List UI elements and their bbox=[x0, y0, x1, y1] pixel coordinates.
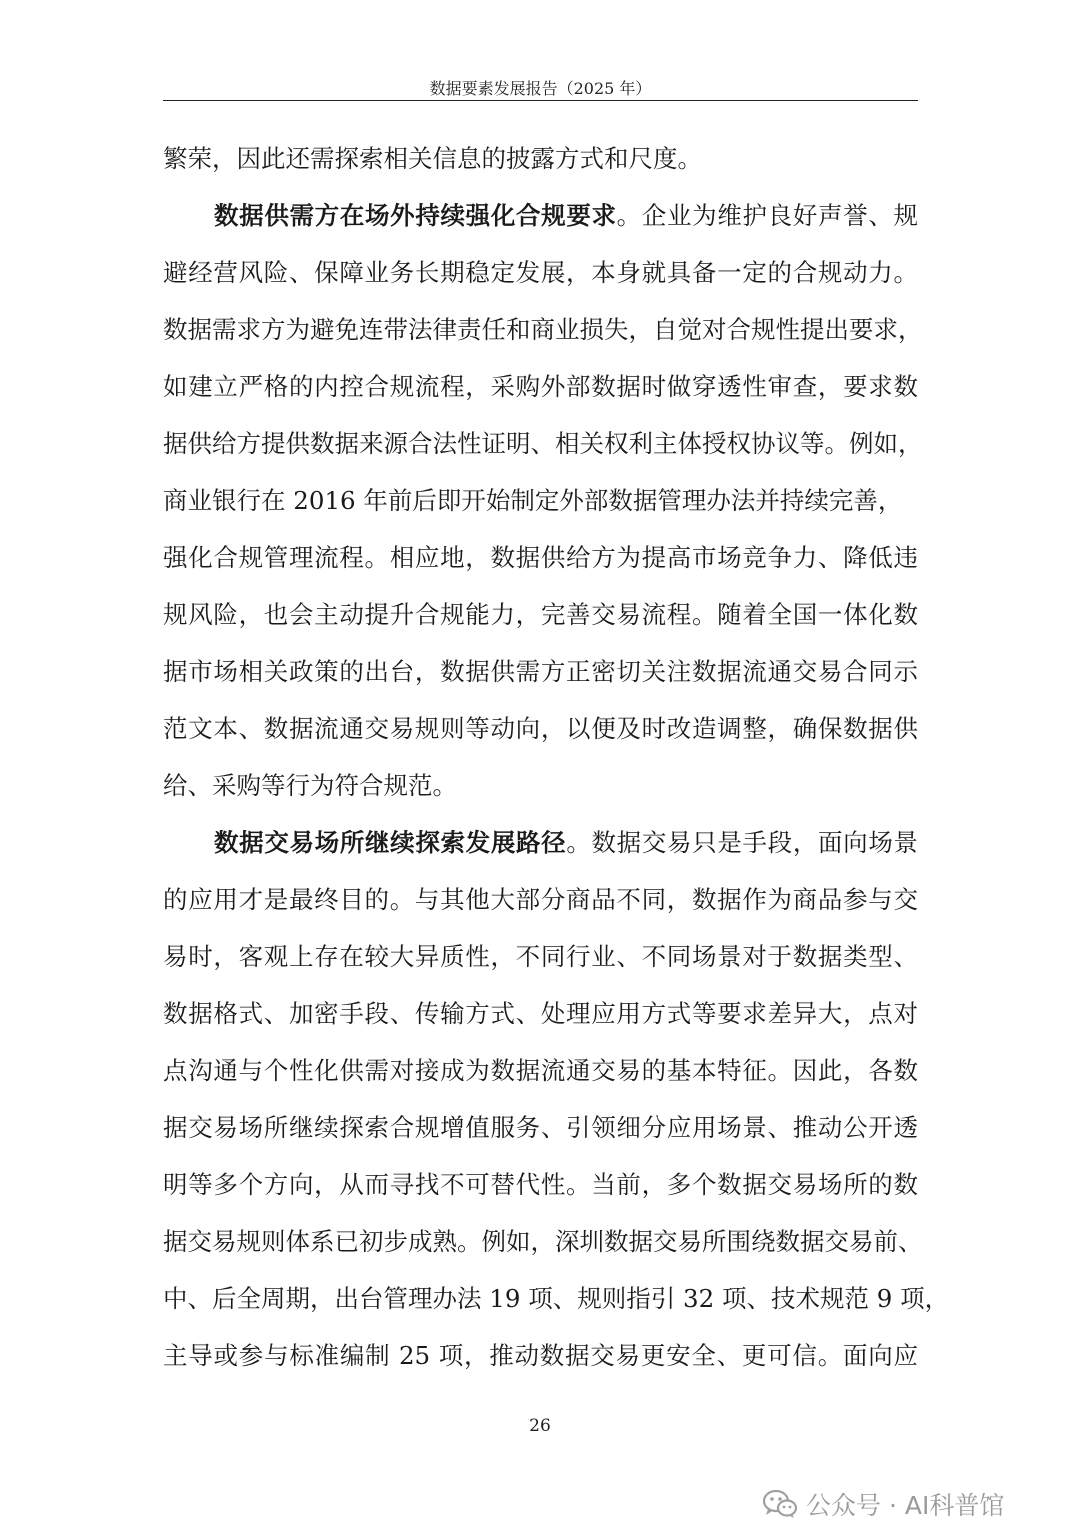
page-number: 26 bbox=[529, 1416, 551, 1436]
text-line bbox=[163, 985, 918, 1042]
line-text: 易时，客观上存在较大异质性，不同行业、不同场景对于数据类型、 bbox=[163, 942, 918, 971]
text-line bbox=[163, 700, 918, 757]
line-text: 如建立严格的内控合规流程，采购外部数据时做穿透性审查，要求数 bbox=[163, 372, 918, 401]
text-line bbox=[163, 1099, 918, 1156]
text-line bbox=[163, 1270, 950, 1327]
text-line bbox=[163, 358, 918, 415]
text-line bbox=[163, 529, 918, 586]
line-text: 。企业为维护良好声誉、规 bbox=[616, 201, 919, 230]
text-line bbox=[163, 928, 918, 985]
text-line bbox=[163, 1213, 923, 1270]
text-line bbox=[163, 130, 918, 187]
paragraph-lead: 数据交易场所继续探索发展路径 bbox=[214, 828, 567, 857]
text-line bbox=[163, 1156, 918, 1213]
paragraph-lead: 数据供需方在场外持续强化合规要求 bbox=[214, 201, 617, 230]
body-text bbox=[163, 130, 950, 1384]
line-text: 点沟通与个性化供需对接成为数据流通交易的基本特征。因此，各数 bbox=[163, 1056, 918, 1085]
line-text: 繁荣，因此还需探索相关信息的披露方式和尺度。 bbox=[163, 144, 702, 173]
line-text: 数据需求方为避免连带法律责任和商业损失，自觉对合规性提出要求， bbox=[163, 315, 923, 344]
line-text: 据市场相关政策的出台，数据供需方正密切关注数据流通交易合同示 bbox=[163, 657, 918, 686]
line-text: 商业银行在 2016 年前后即开始制定外部数据管理办法并持续完善， bbox=[163, 486, 903, 515]
text-line bbox=[163, 301, 923, 358]
line-text: 强化合规管理流程。相应地，数据供给方为提高市场竞争力、降低违 bbox=[163, 543, 918, 572]
text-line bbox=[163, 814, 918, 871]
line-text: 数据格式、加密手段、传输方式、处理应用方式等要求差异大，点对 bbox=[163, 999, 918, 1028]
line-text: 。数据交易只是手段，面向场景 bbox=[566, 828, 919, 857]
line-text: 中、后全周期，出台管理办法 19 项、规则指引 32 项、技术规范 9 项， bbox=[163, 1284, 950, 1313]
wechat-icon bbox=[762, 1489, 798, 1519]
line-text: 主导或参与标准编制 25 项，推动数据交易更安全、更可信。面向应 bbox=[163, 1341, 918, 1370]
running-header: 数据要素发展报告（2025 年） bbox=[429, 79, 652, 98]
header-rule bbox=[163, 100, 918, 101]
text-line bbox=[163, 757, 918, 814]
line-text: 范文本、数据流通交易规则等动向，以便及时改造调整，确保数据供 bbox=[163, 714, 918, 743]
line-text: 明等多个方向，从而寻找不可替代性。当前，多个数据交易场所的数 bbox=[163, 1170, 918, 1199]
text-line bbox=[163, 1042, 918, 1099]
line-text: 给、采购等行为符合规范。 bbox=[163, 771, 457, 800]
text-line bbox=[163, 472, 918, 529]
text-line bbox=[163, 586, 918, 643]
text-line bbox=[163, 187, 918, 244]
text-line bbox=[163, 1327, 918, 1384]
watermark bbox=[762, 1484, 1004, 1524]
line-text: 据供给方提供数据来源合法性证明、相关权利主体授权协议等。例如， bbox=[163, 429, 923, 458]
watermark-text: 公众号 · AI科普馆 bbox=[806, 1491, 1005, 1520]
line-text: 规风险，也会主动提升合规能力，完善交易流程。随着全国一体化数 bbox=[163, 600, 918, 629]
text-line bbox=[163, 415, 923, 472]
line-text: 据交易场所继续探索合规增值服务、引领细分应用场景、推动公开透 bbox=[163, 1113, 918, 1142]
text-line bbox=[163, 244, 918, 301]
line-text: 的应用才是最终目的。与其他大部分商品不同，数据作为商品参与交 bbox=[163, 885, 918, 914]
text-line bbox=[163, 643, 918, 700]
text-line bbox=[163, 871, 918, 928]
line-text: 避经营风险、保障业务长期稳定发展，本身就具备一定的合规动力。 bbox=[163, 258, 918, 287]
line-text: 据交易规则体系已初步成熟。例如，深圳数据交易所围绕数据交易前、 bbox=[163, 1227, 923, 1256]
